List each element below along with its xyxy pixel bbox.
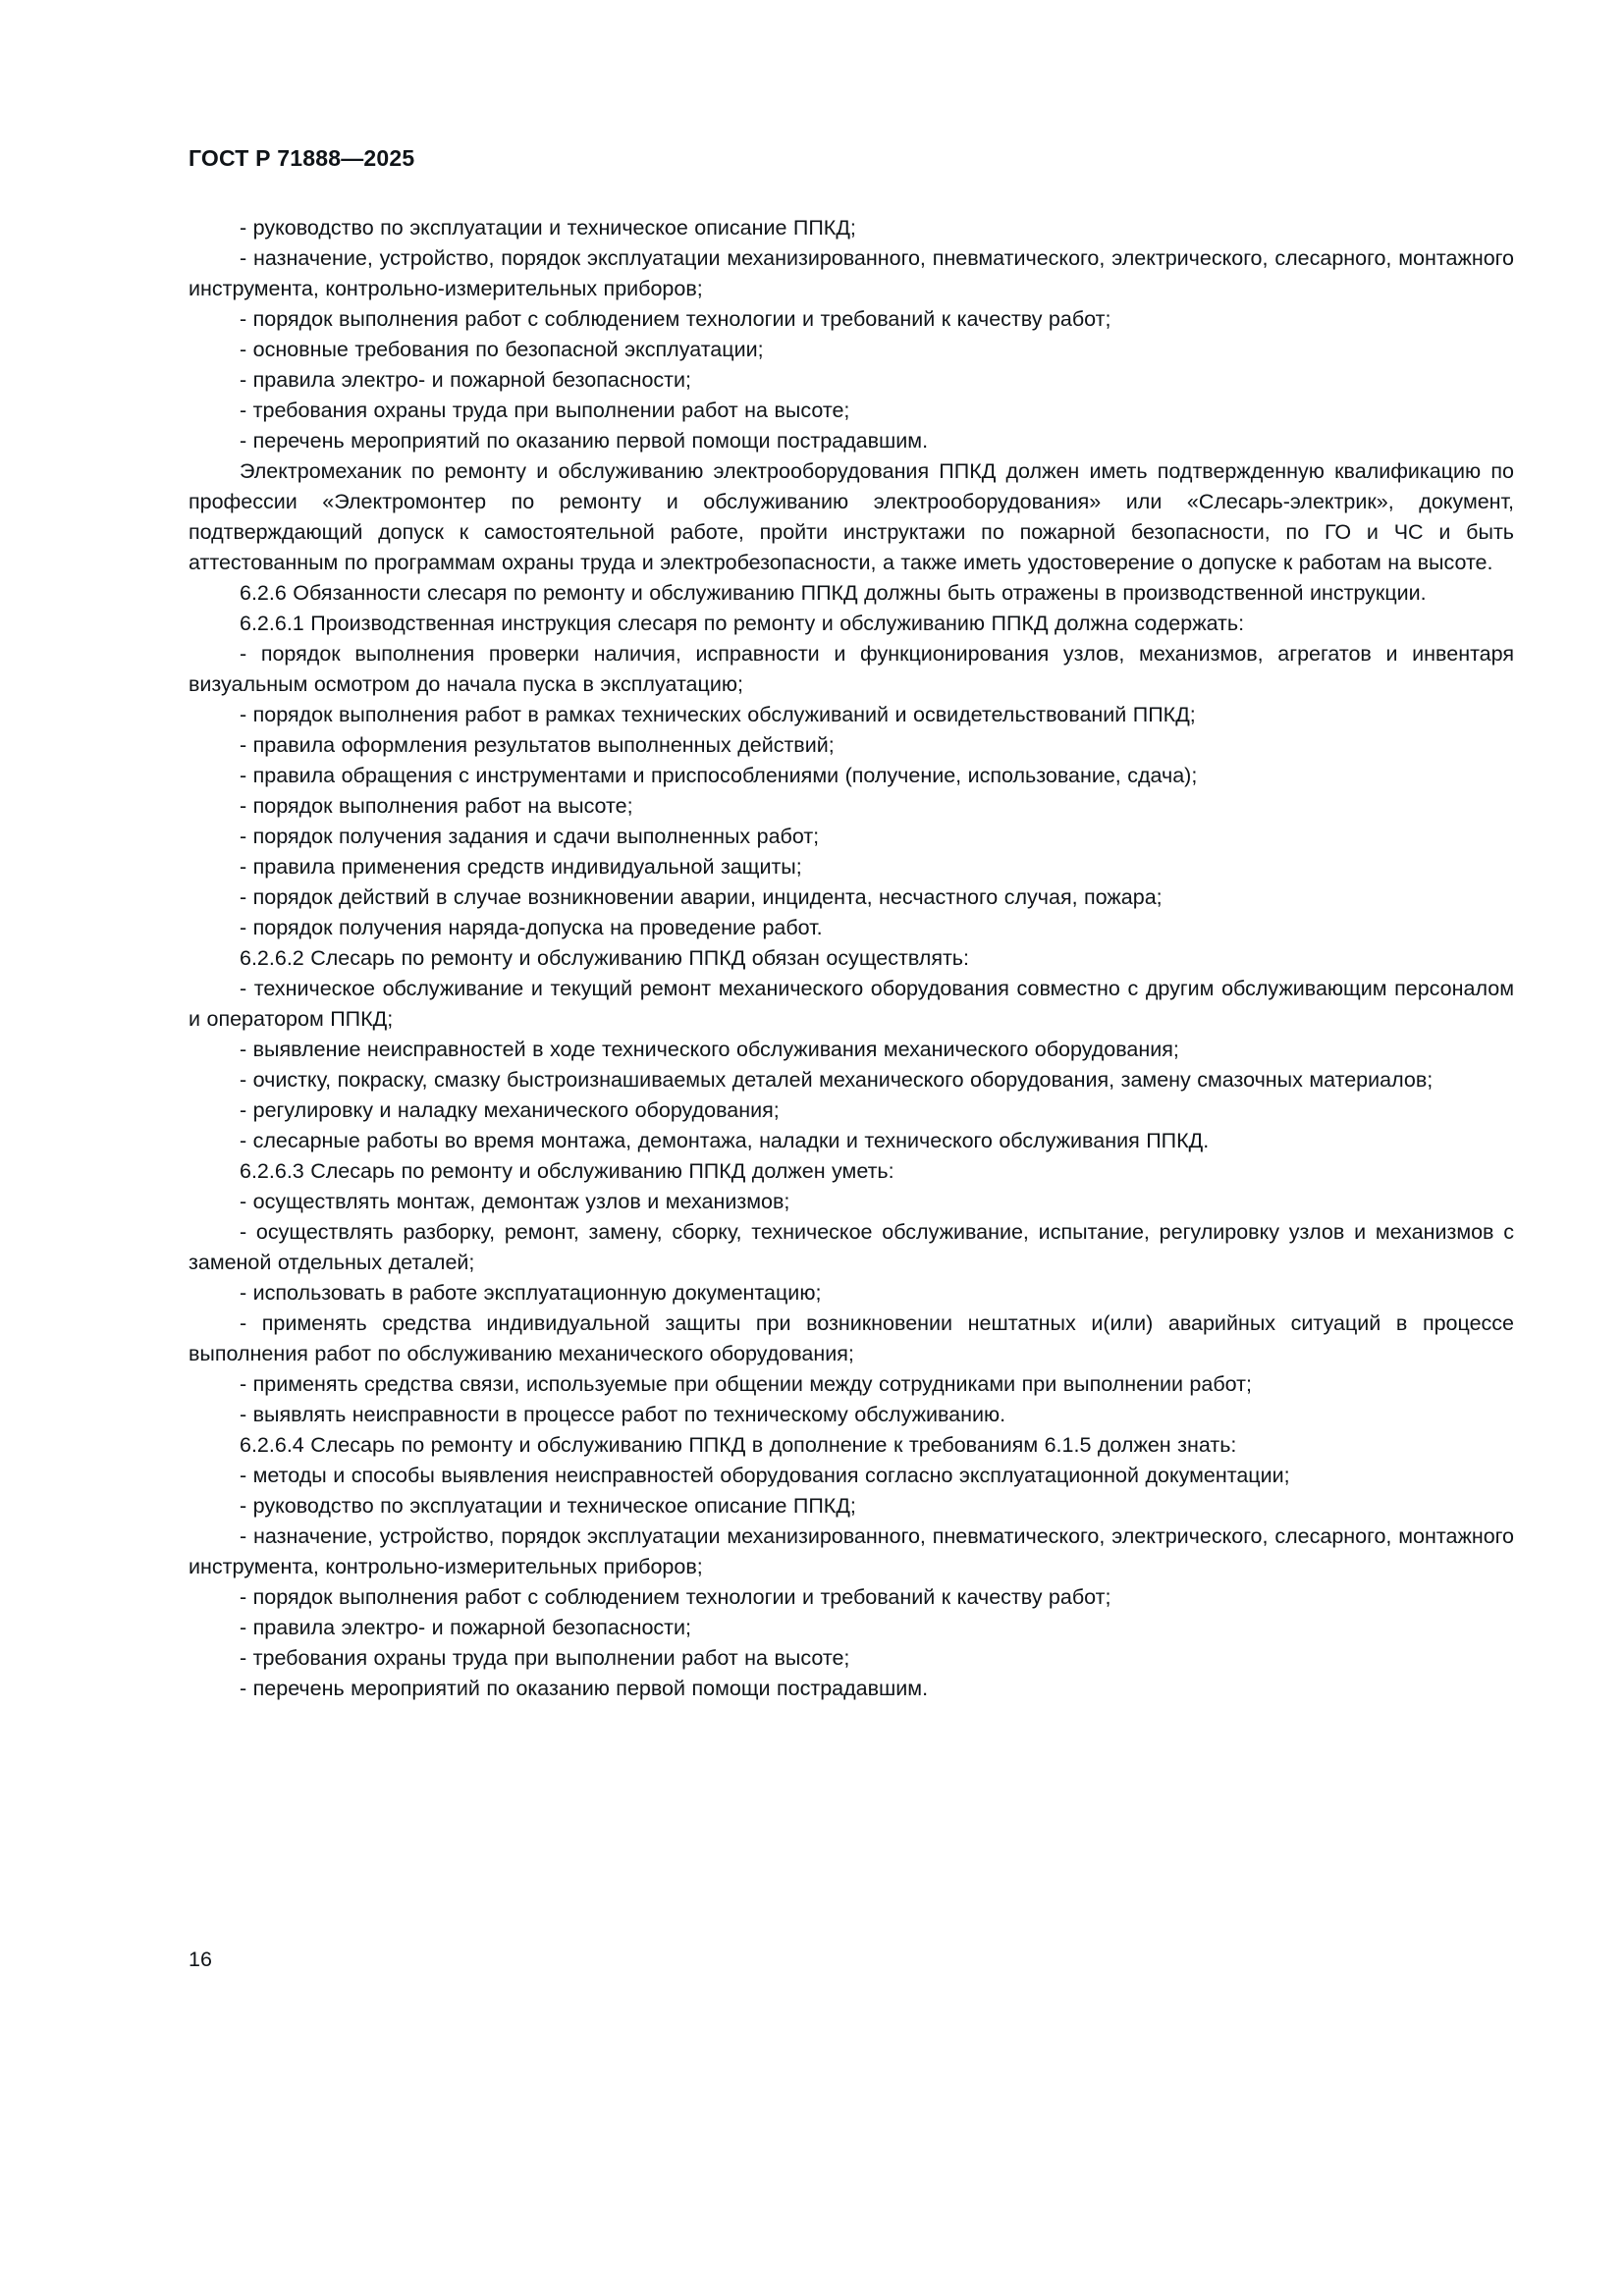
paragraph: - правила электро- и пожарной безопасности; — [240, 1616, 691, 1639]
paragraph: 6.2.6.3 Слесарь по ремонту и обслуживанию ППКД должен уметь: — [240, 1159, 894, 1183]
paragraph: Электромеханик по ремонту и обслуживанию электрооборудования ППКД должен иметь подтвержденную квалификацию по профессии «Электромонтер по ремонту и обслуживанию электрооборудования» или «Слесарь-электрик», документ, подтверждающий допуск к самостоятельной работе, пройти инструктажи по пожарной безопасности, по ГО и ЧС и быть аттестованным по программам охраны труда и электробезопасности, а также иметь удостоверение о допуске к работам на высоте. — [189, 459, 1514, 574]
paragraph: - правила электро- и пожарной безопасности; — [240, 368, 691, 392]
paragraph: - правила оформления результатов выполненных действий; — [240, 733, 835, 757]
document-content — [189, 213, 1514, 1704]
paragraph: - требования охраны труда при выполнении работ на высоте; — [240, 1646, 850, 1670]
paragraph: - использовать в работе эксплуатационную документацию; — [240, 1281, 822, 1305]
paragraph: - порядок выполнения работ на высоте; — [240, 794, 633, 818]
paragraph: - применять средства индивидуальной защиты при возникновении нештатных и(или) аварийных ситуаций в процессе выполнения работ по обслуживанию механического оборудования; — [189, 1311, 1514, 1365]
paragraph: - назначение, устройство, порядок эксплуатации механизированного, пневматического, электрического, слесарного, монтажного инструмента, контрольно-измерительных приборов; — [189, 246, 1514, 300]
paragraph: - перечень мероприятий по оказанию первой помощи пострадавшим. — [240, 1677, 929, 1700]
paragraph: - выявление неисправностей в ходе технического обслуживания механического оборудования; — [240, 1038, 1179, 1061]
document-header: ГОСТ Р 71888—2025 — [189, 145, 415, 171]
paragraph: - техническое обслуживание и текущий ремонт механического оборудования совместно с другим обслуживающим персоналом и оператором ППКД; — [189, 977, 1514, 1031]
paragraph: - осуществлять монтаж, демонтаж узлов и механизмов; — [240, 1190, 790, 1213]
paragraph: - осуществлять разборку, ремонт, замену, сборку, техническое обслуживание, испытание, регулировку узлов и механизмов с заменой отдельных деталей; — [189, 1220, 1514, 1274]
paragraph: - применять средства связи, используемые при общении между сотрудниками при выполнении работ; — [240, 1372, 1252, 1396]
paragraph: - порядок получения наряда-допуска на проведение работ. — [240, 916, 823, 939]
paragraph: - регулировку и наладку механического оборудования; — [240, 1098, 780, 1122]
paragraph: 6.2.6.1 Производственная инструкция слесаря по ремонту и обслуживанию ППКД должна содержать: — [240, 612, 1245, 635]
paragraph: - порядок выполнения работ с соблюдением технологии и требований к качеству работ; — [240, 307, 1111, 331]
paragraph: - очистку, покраску, смазку быстроизнашиваемых деталей механического оборудования, замену смазочных материалов; — [240, 1068, 1434, 1092]
paragraph: - порядок получения задания и сдачи выполненных работ; — [240, 825, 820, 848]
paragraph: - требования охраны труда при выполнении работ на высоте; — [240, 399, 850, 422]
paragraph: 6.2.6.4 Слесарь по ремонту и обслуживанию ППКД в дополнение к требованиям 6.1.5 должен знать: — [240, 1433, 1237, 1457]
page-number: 16 — [189, 1948, 212, 1971]
paragraph: - методы и способы выявления неисправностей оборудования согласно эксплуатационной документации; — [240, 1464, 1290, 1487]
paragraph: - порядок выполнения работ в рамках технических обслуживаний и освидетельствований ППКД; — [240, 703, 1196, 726]
paragraph: - руководство по эксплуатации и техническое описание ППКД; — [240, 1494, 856, 1518]
paragraph: - слесарные работы во время монтажа, демонтажа, наладки и технического обслуживания ППКД. — [240, 1129, 1210, 1152]
paragraph: - перечень мероприятий по оказанию первой помощи пострадавшим. — [240, 429, 929, 453]
paragraph: - назначение, устройство, порядок эксплуатации механизированного, пневматического, электрического, слесарного, монтажного инструмента, контрольно-измерительных приборов; — [189, 1524, 1514, 1578]
paragraph: - основные требования по безопасной эксплуатации; — [240, 338, 764, 361]
paragraph: - правила применения средств индивидуальной защиты; — [240, 855, 802, 879]
paragraph: - порядок действий в случае возникновении аварии, инцидента, несчастного случая, пожара; — [240, 885, 1163, 909]
paragraph: 6.2.6 Обязанности слесаря по ремонту и обслуживанию ППКД должны быть отражены в производственной инструкции. — [240, 581, 1427, 605]
paragraph: 6.2.6.2 Слесарь по ремонту и обслуживанию ППКД обязан осуществлять: — [240, 946, 969, 970]
paragraph: - порядок выполнения проверки наличия, исправности и функционирования узлов, механизмов, агрегатов и инвентаря визуальным осмотром до начала пуска в эксплуатацию; — [189, 642, 1514, 696]
paragraph: - руководство по эксплуатации и техническое описание ППКД; — [240, 216, 856, 240]
paragraph: - выявлять неисправности в процессе работ по техническому обслуживанию. — [240, 1403, 1006, 1426]
paragraph: - порядок выполнения работ с соблюдением технологии и требований к качеству работ; — [240, 1585, 1111, 1609]
paragraph: - правила обращения с инструментами и приспособлениями (получение, использование, сдача); — [240, 764, 1198, 787]
